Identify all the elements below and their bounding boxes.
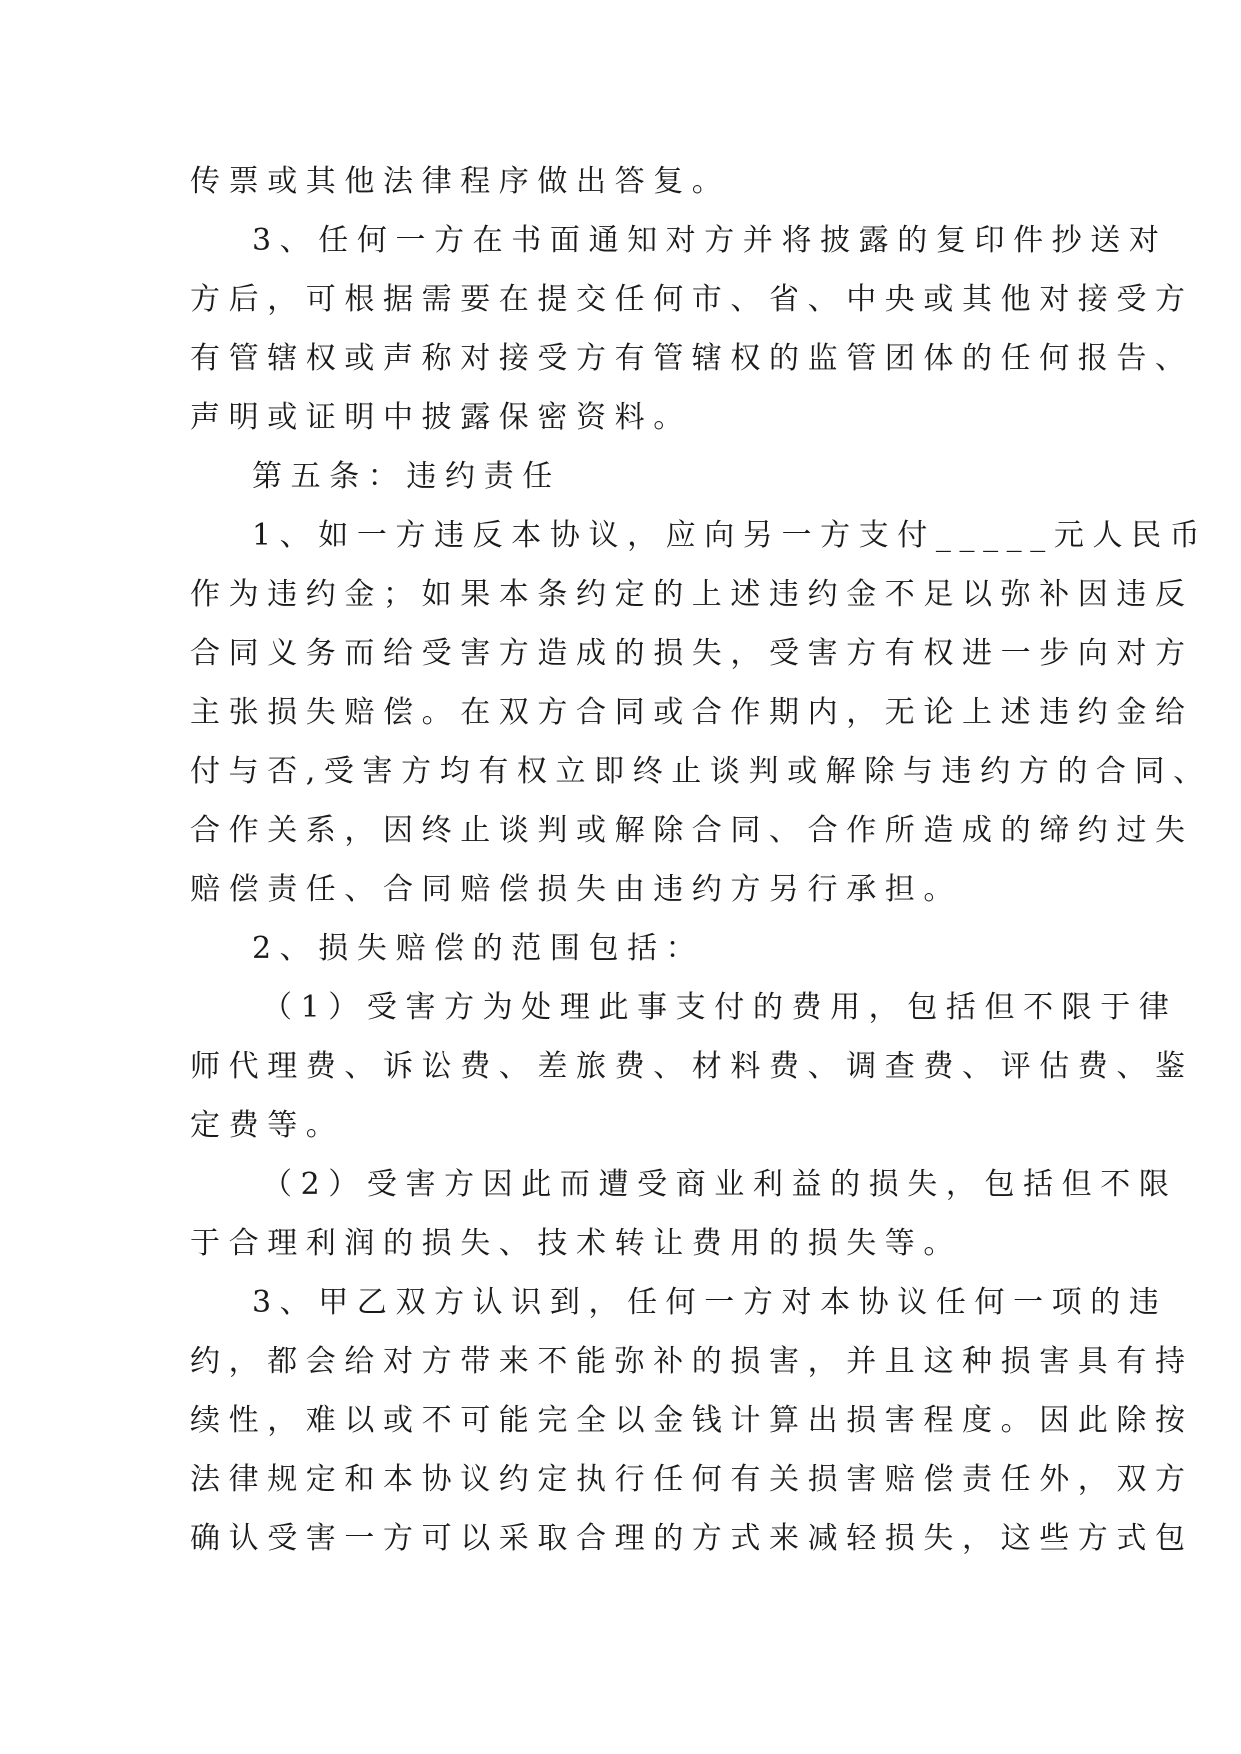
text-line: 2、损失赔偿的范围包括：: [252, 931, 705, 966]
text-line: 确认受害一方可以采取合理的方式来减轻损失，这些方式包: [190, 1521, 1194, 1556]
text-line: 付与否,受害方均有权立即终止谈判或解除与违约方的合同、: [190, 754, 1212, 789]
text-line: 有管辖权或声称对接受方有管辖权的监管团体的任何报告、: [190, 341, 1194, 376]
text-line: 3、任何一方在书面通知对方并将披露的复印件抄送对: [252, 223, 1168, 258]
text-line: 主张损失赔偿。在双方合同或合作期内，无论上述违约金给: [190, 695, 1194, 730]
text-line: 方后，可根据需要在提交任何市、省、中央或其他对接受方: [190, 282, 1194, 317]
text-line: 1、如一方违反本协议，应向另一方支付_____元人民币: [252, 518, 1209, 553]
text-line: （2）受害方因此而遭受商业利益的损失，包括但不限: [262, 1167, 1178, 1202]
text-line: 约，都会给对方带来不能弥补的损害，并且这种损害具有持: [190, 1344, 1194, 1379]
text-line: 合作关系，因终止谈判或解除合同、合作所造成的缔约过失: [190, 813, 1194, 848]
text-line: 传票或其他法律程序做出答复。: [190, 164, 731, 199]
document-body: [190, 152, 1212, 1568]
text-line: 续性，难以或不可能完全以金钱计算出损害程度。因此除按: [190, 1403, 1194, 1438]
text-line: 3、甲乙双方认识到，任何一方对本协议任何一项的违: [252, 1285, 1168, 1320]
text-line: 合同义务而给受害方造成的损失，受害方有权进一步向对方: [190, 636, 1194, 671]
text-line: 赔偿责任、合同赔偿损失由违约方另行承担。: [190, 872, 962, 907]
text-line: 声明或证明中披露保密资料。: [190, 400, 692, 435]
text-line: 定费等。: [190, 1108, 345, 1143]
text-line: 作为违约金；如果本条约定的上述违约金不足以弥补因违反: [190, 577, 1194, 612]
text-line: 于合理利润的损失、技术转让费用的损失等。: [190, 1226, 962, 1261]
text-line: 师代理费、诉讼费、差旅费、材料费、调查费、评估费、鉴: [190, 1049, 1194, 1084]
section-heading: 第五条：违约责任: [252, 459, 561, 494]
text-line: 法律规定和本协议约定执行任何有关损害赔偿责任外，双方: [190, 1462, 1194, 1497]
text-line: （1）受害方为处理此事支付的费用，包括但不限于律: [262, 990, 1178, 1025]
